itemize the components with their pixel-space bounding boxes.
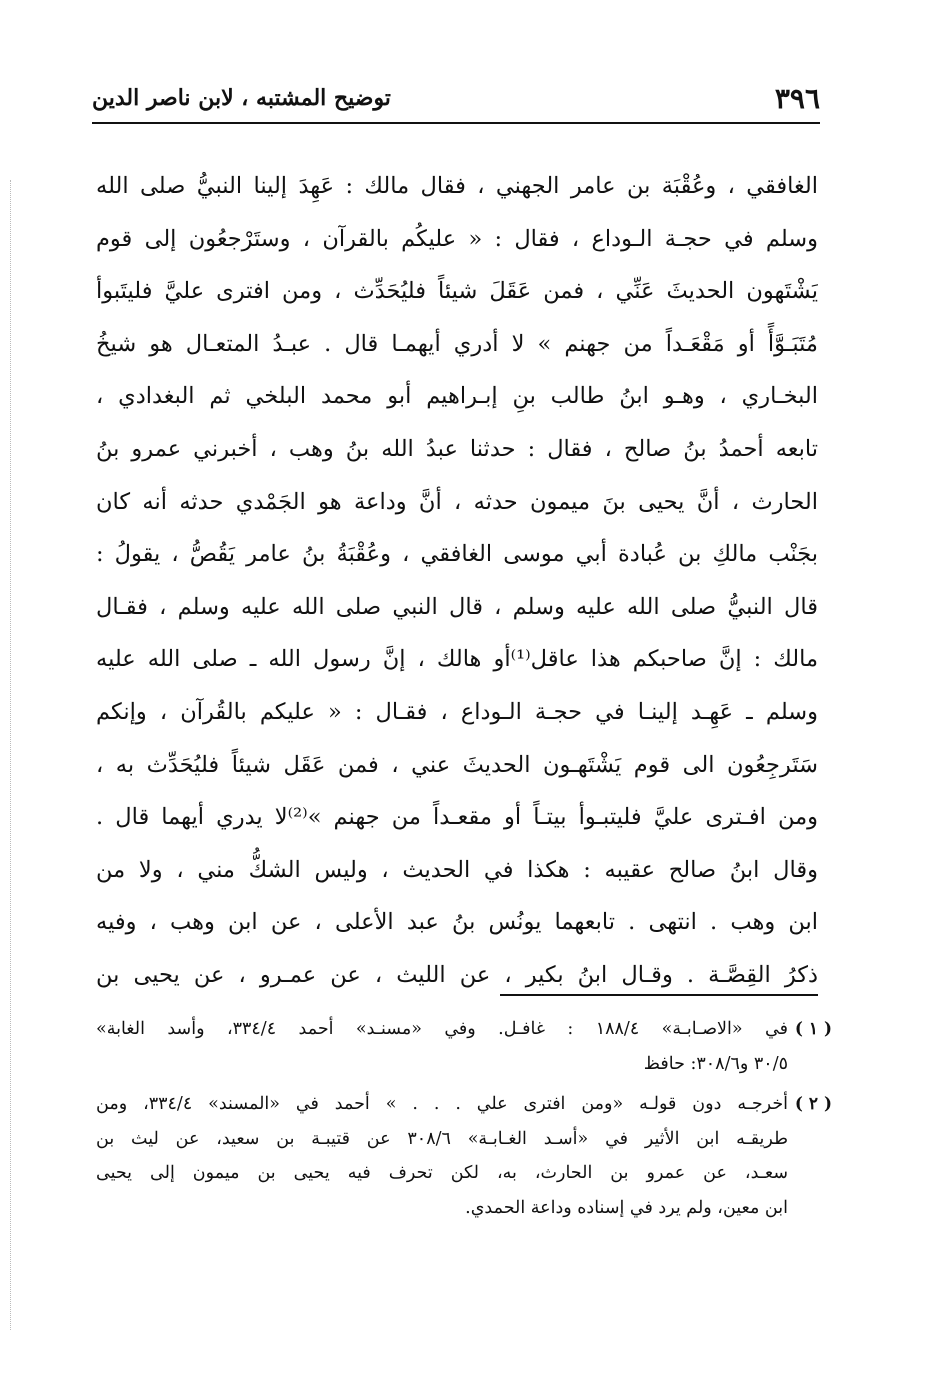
footnote-marker: ( ٢ ) [794,1094,832,1114]
footnote-line: أخرجـه دون قولـه «ومن افترى علي . . . » أحمد في «المسند» ٣٣٤/٤، ومن [96,1094,788,1114]
text-line: تابعه أحمدُ بنُ صالح ، فقال : حدثنا عبدُ الله بنُ وهب ، أخبرني عمرو بنُ [96,435,818,462]
text-line: ابن وهب . انتهى . تابعهما يونُس بنُ عبد الأعلى ، عن ابن وهب ، وفيه [96,909,818,936]
footnote-body [96,1087,788,1225]
footnote-2 [96,1087,832,1225]
page-number: ٣٩٦ [774,81,820,115]
text-line: مُتَبَـوَّأً أو مَقْعَـداً من جهنم » لا أدري أيهمـا قال . عبـدُ المتعـال هو شيخُ [96,330,818,357]
text-line: وسلم في حجـة الـوداع ، فقال : « عليكُم بالقرآن ، وستَرْجعُون إلى قوم [96,225,818,252]
footnote-line: سعـد، عن عمرو بن الحارث، به، لكن تحرف فيه يحيى بن ميمون إلى يحيى [96,1163,788,1183]
footnote-separator [500,994,818,996]
footnote-body [96,1012,788,1081]
header-rule [92,122,820,124]
footnotes [96,1012,832,1225]
text-line: البخـاري ، وهـو ابنُ طالب بنِ إبـراهيم أبو محمد البلخي ثم البغدادي ، [96,383,818,410]
footnote-line: في «الاصـابـة» ١٨٨/٤ : غافـل. وفي «مسنـد» أحمد ٣٣٤/٤، وأسد الغابة» [96,1019,788,1039]
footnote-marker: ( ١ ) [794,1019,832,1039]
text-line: سَتَرجِعُون الى قوم يَشْتَهـون الحديثَ عني ، فمن عَقَل شيئاً فليُحَدِّث به ، [96,751,818,778]
text-line: الغافقي ، وعُقْبَة بن عامر الجهني ، فقال مالك : عَهِدَ إلينا النبيُّ صلى الله [96,173,818,199]
text-line: بجَنْب مالكِ بن عُبادة أبي موسى الغافقي ، وعُقْبَةُ بنُ عامر يَقُصُّ ، يقولُ : [96,541,818,568]
scan-edge-marks [10,180,13,1330]
running-title: توضيح المشتبه ، لابن ناصر الدين [92,85,391,111]
page-header [92,78,820,118]
footnote-1 [96,1012,832,1081]
text-line: وقال ابنُ صالح عقيبه : هكذا في الحديث ، وليس الشكُّ مني ، ولا من [96,856,818,883]
footnote-line: طريقـه ابن الأثير في «أسـد الغـابـة» ٣٠٨/٦ عن قتيبـة بن سعيد، عن ليث بن [96,1128,788,1149]
text-line: ذكرُ القِصَّـة . وقـال ابنُ بكير ، عن الليث ، عن عمـرو ، عن يحيى بن [96,961,818,988]
text-line: الحارث ، أنَّ يحيى بنَ ميمون حدثه ، أنَّ وداعة هو الجَمْدي حدثه أنه كان [96,488,818,515]
text-line: مالك : إنَّ صاحبكم هذا عاقل⁽¹⁾أو هالك ، إنَّ رسول الله ـ صلى الله عليه [96,646,818,673]
text-line: وسلم ـ عَهِـد إلينـا في حجـة الـوداع ، فقـال : « عليكم بالقُرآن ، وإنكم [96,698,818,725]
text-line: يَشْتَهون الحديثَ عَنِّي ، فمن عَقَلَ شيئاً فليُحَدِّث ، ومن افترى عليَّ فليتَبوأ [96,278,818,305]
footnote-line: ابن معين، ولم يرد في إسناده وداعة الحمدي. [465,1197,788,1218]
text-line: ومن افـترى عليَّ فليتبـوأ بيتـاً أو مقعـداً من جهنم »⁽²⁾لا يدري أيهما قال . [96,804,818,831]
text-line: قال النبيُّ صلى الله عليه وسلم ، قال النبي صلى الله عليه وسلم ، فقـال [96,593,818,620]
main-text [96,160,818,1002]
footnote-line: ٣٠/٥ و٣٠٨/٦: حافظ [643,1053,788,1074]
